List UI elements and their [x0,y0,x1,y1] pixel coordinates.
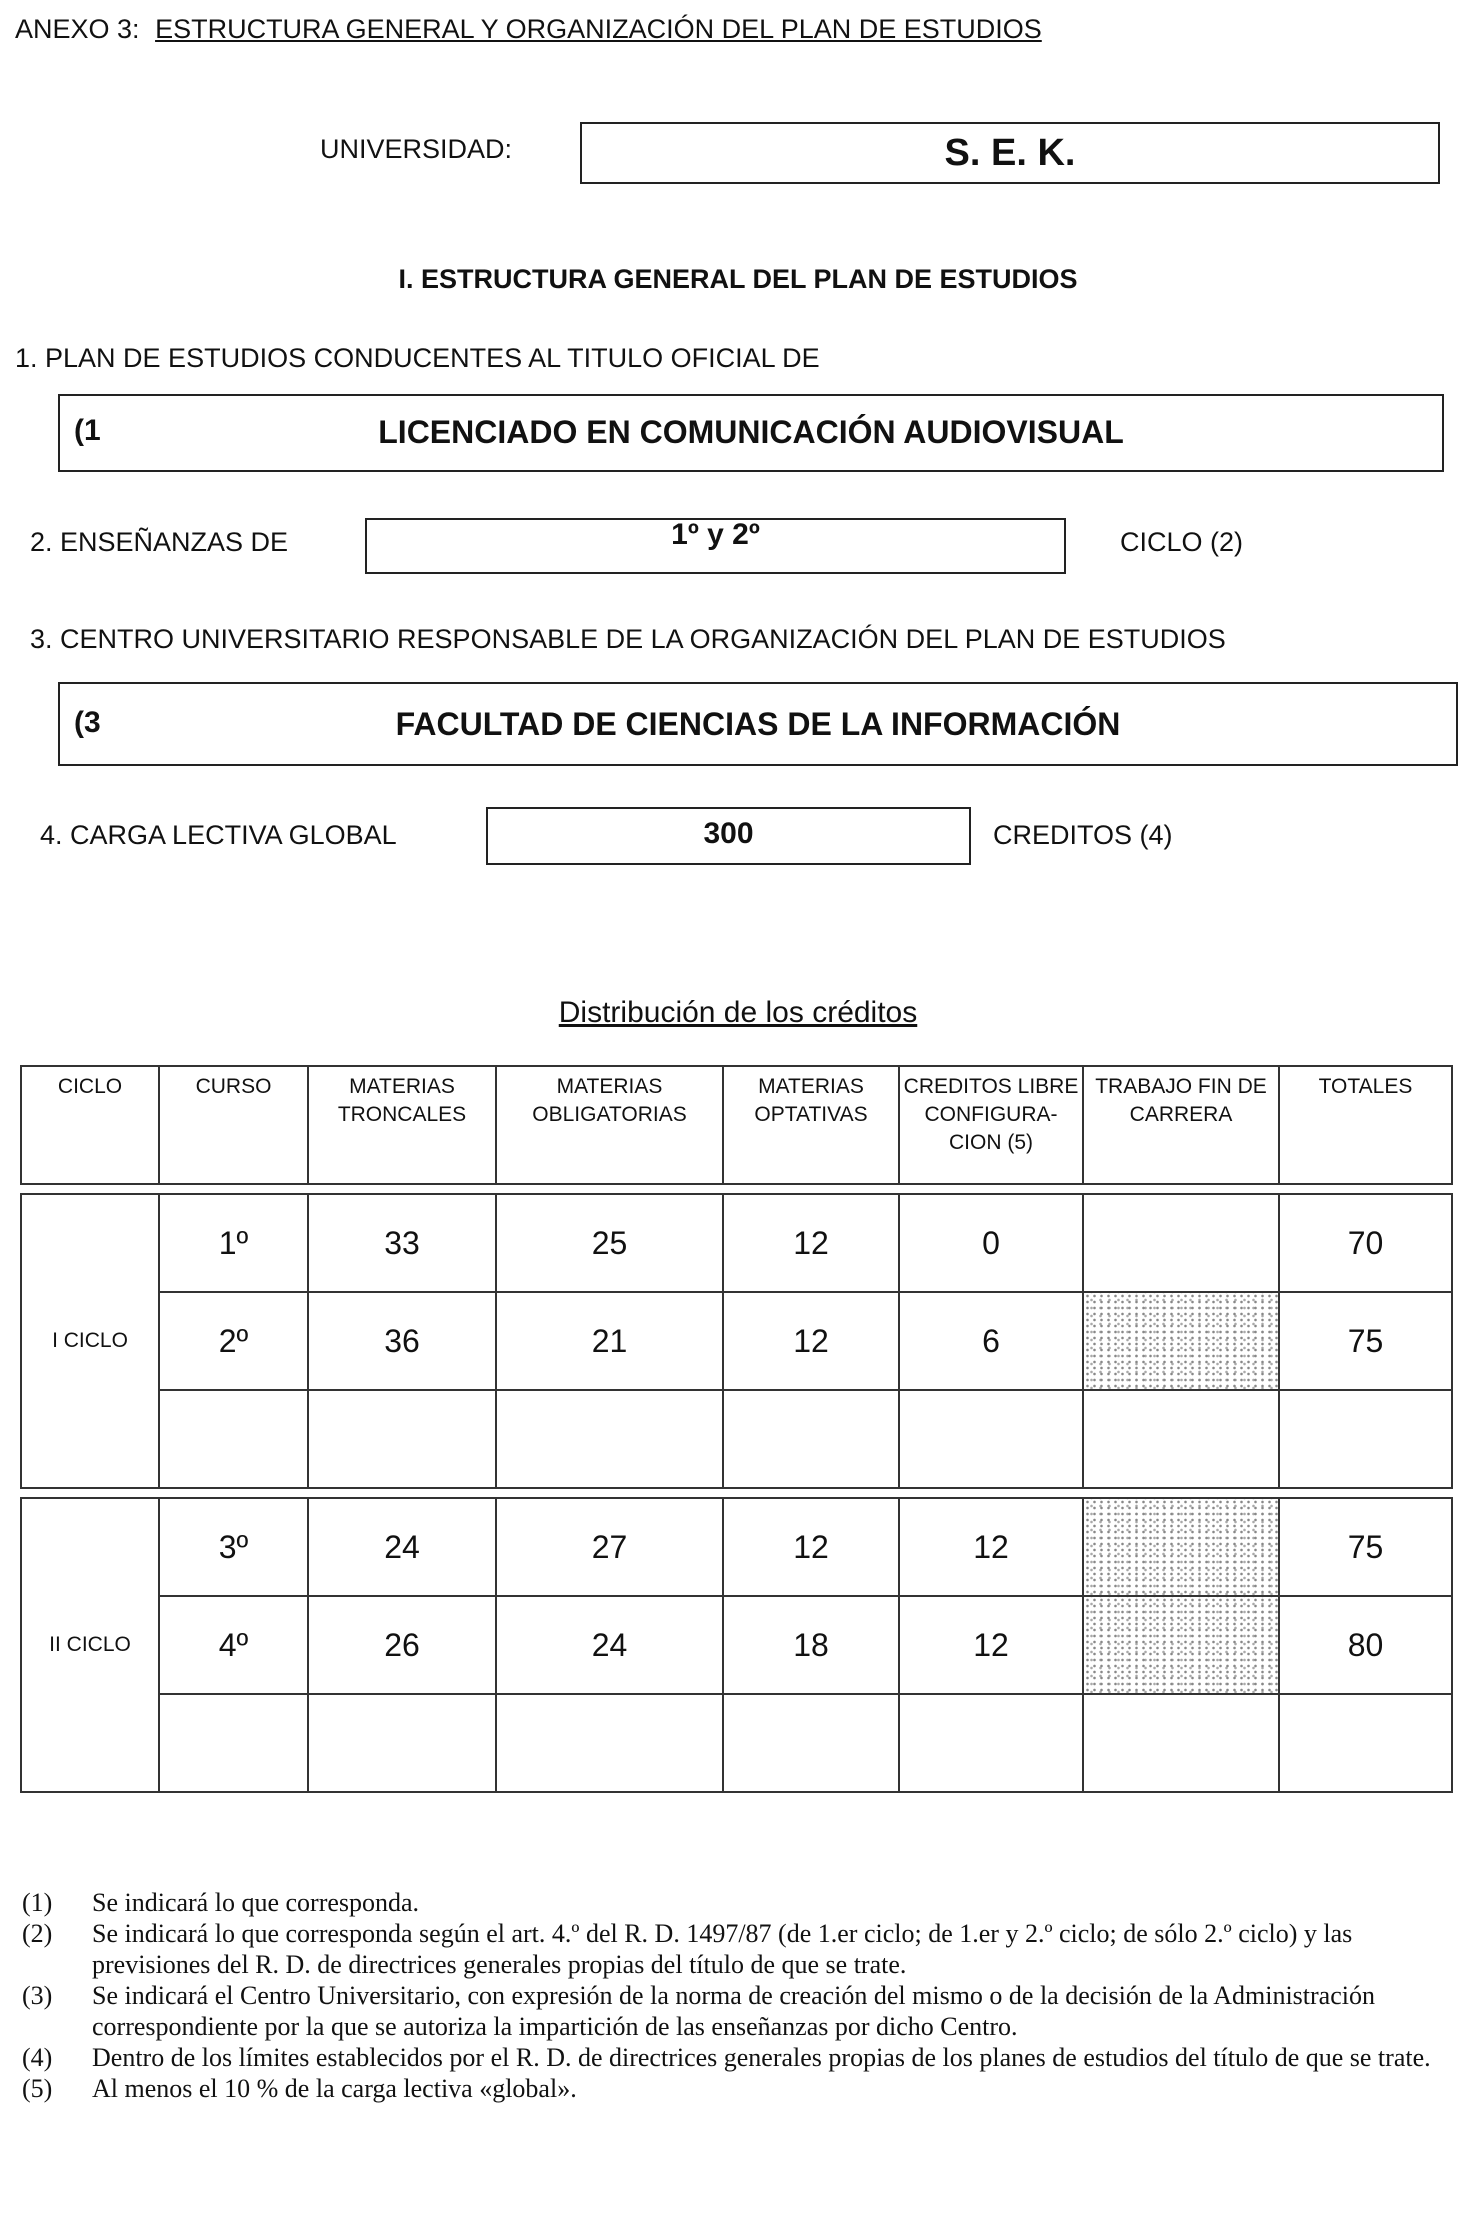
cell-optativas: 18 [723,1596,899,1694]
cell-empty [1279,1694,1452,1792]
cell-empty [899,1694,1083,1792]
cell-libre: 0 [899,1194,1083,1292]
cell-troncales: 24 [308,1498,496,1596]
table-row-empty [21,1390,1452,1488]
cell-empty [159,1694,308,1792]
cell-empty [496,1694,723,1792]
item1-label: 1. PLAN DE ESTUDIOS CONDUCENTES AL TITULO OFICIAL DE [15,343,820,373]
distribution-title: Distribución de los créditos [558,996,918,1029]
table-separator [21,1488,1452,1498]
cell-empty [308,1694,496,1792]
cell-optativas: 12 [723,1194,899,1292]
cell-empty [1083,1390,1279,1488]
footnote-text: Al menos el 10 % de la carga lectiva «global». [92,2074,577,2103]
cycle-label: II CICLO [21,1498,159,1792]
cell-curso: 2º [159,1292,308,1390]
item1-ref: (1 [74,414,101,447]
footnote-text: Dentro de los límites establecidos por el R. D. de directrices generales propias de los planes de estudios del título de que se trate. [92,2043,1431,2072]
footnote [22,1918,1442,1980]
footnote-number: (5) [22,2074,53,2103]
cell-totales: 75 [1279,1498,1452,1596]
header-ciclo: CICLO [21,1066,159,1184]
header-libre: CREDITOS LIBRE CONFIGURA- CION (5) [899,1066,1083,1184]
table-row [21,1292,1452,1390]
cell-libre: 12 [899,1596,1083,1694]
cell-empty [1279,1390,1452,1488]
item2-box [365,518,1066,574]
header-obligatorias: MATERIAS OBLIGATORIAS [496,1066,723,1184]
footnote-text: Se indicará el Centro Universitario, con expresión de la norma de creación del mismo o de la decisión de la Administración correspondiente por la que se autoriza la impartición de las enseñanzas por dicho Centro. [92,1981,1375,2041]
table-row [21,1194,1452,1292]
cycle-label: I CICLO [21,1194,159,1488]
item1-box [58,394,1444,472]
cell-optativas: 12 [723,1498,899,1596]
annex-title: ESTRUCTURA GENERAL Y ORGANIZACIÓN DEL PLAN DE ESTUDIOS [155,14,1042,44]
cell-troncales: 26 [308,1596,496,1694]
cell-empty [496,1390,723,1488]
footnote-number: (4) [22,2043,53,2072]
cell-obligatorias: 27 [496,1498,723,1596]
cell-trabajo-shaded [1083,1498,1279,1596]
cell-libre: 12 [899,1498,1083,1596]
cell-troncales: 33 [308,1194,496,1292]
cell-optativas: 12 [723,1292,899,1390]
item4-suffix: CREDITOS (4) [993,820,1173,850]
university-value: S. E. K. [944,132,1076,174]
cell-obligatorias: 25 [496,1194,723,1292]
cell-empty [723,1390,899,1488]
item4-value: 300 [703,817,754,850]
cell-totales: 80 [1279,1596,1452,1694]
cell-empty [308,1390,496,1488]
item4-box [486,807,971,865]
cell-libre: 6 [899,1292,1083,1390]
header-optativas: MATERIAS OPTATIVAS [723,1066,899,1184]
annex-label: ANEXO 3: [15,14,140,44]
item3-value: FACULTAD DE CIENCIAS DE LA INFORMACIÓN [395,706,1121,742]
cell-empty [899,1390,1083,1488]
item2-suffix: CICLO (2) [1120,527,1244,557]
cell-obligatorias: 21 [496,1292,723,1390]
footnote-number: (2) [22,1919,53,1948]
table-header-row [21,1066,1452,1184]
footnote-text: Se indicará lo que corresponda. [92,1888,420,1917]
footnote [22,1887,1442,1918]
cell-trabajo-shaded [1083,1596,1279,1694]
annex-header [15,14,1042,45]
header-troncales: MATERIAS TRONCALES [308,1066,496,1184]
cell-empty [159,1390,308,1488]
university-box [580,122,1440,184]
footnote [22,2073,1442,2104]
table-separator [21,1184,1452,1194]
distribution-table [20,1065,1453,1793]
table-row [21,1498,1452,1596]
cell-totales: 70 [1279,1194,1452,1292]
item3-ref: (3 [74,706,101,739]
cell-totales: 75 [1279,1292,1452,1390]
cell-obligatorias: 24 [496,1596,723,1694]
cell-troncales: 36 [308,1292,496,1390]
footnote-number: (1) [22,1888,53,1917]
cell-empty [723,1694,899,1792]
header-curso: CURSO [159,1066,308,1184]
item1-value: LICENCIADO EN COMUNICACIÓN AUDIOVISUAL [378,414,1124,450]
item3-label: 3. CENTRO UNIVERSITARIO RESPONSABLE DE LA ORGANIZACIÓN DEL PLAN DE ESTUDIOS [30,624,1226,654]
item2-label: 2. ENSEÑANZAS DE [30,527,289,557]
item2-value: 1º y 2º [671,518,760,551]
item3-box [58,682,1458,766]
header-trabajo: TRABAJO FIN DE CARRERA [1083,1066,1279,1184]
footnote-text: Se indicará lo que corresponda según el art. 4.º del R. D. 1497/87 (de 1.er ciclo; de 1.er y 2.º ciclo; de sólo 2.º ciclo) y las previsiones del R. D. de directrices generales propias del título de que se trate. [92,1919,1353,1979]
footnote [22,1980,1442,2042]
cell-curso: 3º [159,1498,308,1596]
table-row-empty [21,1694,1452,1792]
cell-empty [1083,1694,1279,1792]
footnote [22,2042,1442,2073]
cell-trabajo [1083,1194,1279,1292]
cell-trabajo-shaded [1083,1292,1279,1390]
footnotes [22,1887,1442,2104]
footnote-number: (3) [22,1981,53,2010]
cell-curso: 1º [159,1194,308,1292]
item4-label: 4. CARGA LECTIVA GLOBAL [40,820,397,850]
section-title: I. ESTRUCTURA GENERAL DEL PLAN DE ESTUDIOS [398,264,1078,294]
cell-curso: 4º [159,1596,308,1694]
table-row [21,1596,1452,1694]
header-totales: TOTALES [1279,1066,1452,1184]
university-label: UNIVERSIDAD: [320,134,513,164]
